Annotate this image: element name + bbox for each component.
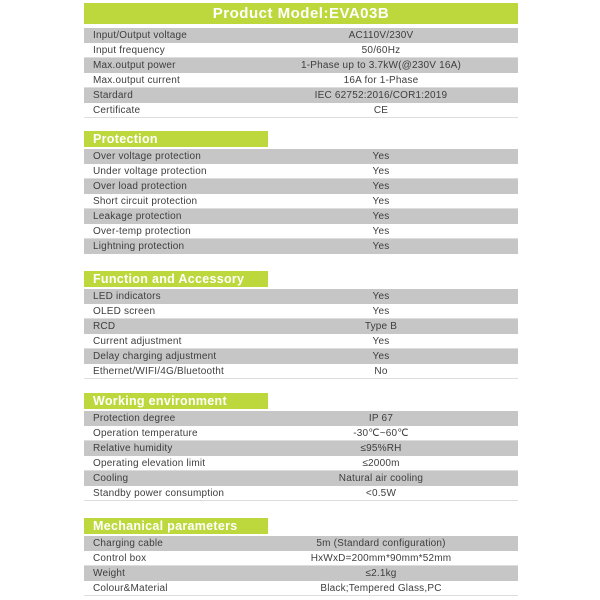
- spec-value: 16A for 1-Phase: [343, 74, 419, 86]
- spec-row: [84, 58, 518, 73]
- spec-row: [84, 426, 518, 441]
- spec-value: -30℃~60℃: [353, 427, 409, 439]
- spec-value: CE: [373, 104, 389, 116]
- section-rows: [84, 28, 518, 118]
- spec-value: Yes: [372, 241, 390, 252]
- spec-label: Leakage protection: [93, 211, 182, 222]
- spec-label: Protection degree: [93, 413, 176, 424]
- spec-row: [84, 179, 518, 194]
- spec-value: Yes: [372, 195, 390, 207]
- spec-value: ≤95%RH: [360, 443, 402, 454]
- spec-row: [84, 73, 518, 88]
- spec-row: [84, 349, 518, 364]
- spec-value: Yes: [372, 211, 390, 222]
- spec-value: No: [374, 365, 388, 377]
- spec-label: Input/Output voltage: [93, 30, 188, 41]
- spec-label: Operating elevation limit: [93, 457, 206, 469]
- spec-row: [84, 164, 518, 179]
- spec-label: Max.output power: [93, 60, 176, 71]
- spec-row: [84, 536, 518, 551]
- spec-sections: [84, 28, 518, 596]
- spec-row: [84, 103, 518, 118]
- spec-value: Yes: [372, 305, 390, 317]
- spec-row: [84, 411, 518, 426]
- spec-value: 50/60Hz: [361, 44, 401, 56]
- spec-value: 1-Phase up to 3.7kW(@230V 16A): [300, 60, 462, 71]
- spec-value: <0.5W: [365, 487, 397, 499]
- spec-value: Yes: [372, 291, 390, 302]
- spec-row: [84, 194, 518, 209]
- spec-row: [84, 224, 518, 239]
- spec-row: [84, 334, 518, 349]
- spec-row: [84, 304, 518, 319]
- section-rows: [84, 289, 518, 379]
- spec-row: [84, 486, 518, 501]
- spec-label: Charging cable: [93, 538, 164, 549]
- section-title: Working environment: [84, 393, 268, 409]
- section-title: Protection: [84, 131, 268, 147]
- section-title: Function and Accessory: [84, 271, 268, 287]
- spec-value: 5m (Standard configuration): [316, 538, 446, 549]
- spec-row: [84, 471, 518, 486]
- spec-value: Yes: [372, 225, 390, 237]
- spec-value: Yes: [372, 335, 390, 347]
- spec-value: Type B: [364, 321, 398, 332]
- spec-row: [84, 239, 518, 254]
- spec-row: [84, 581, 518, 596]
- spec-value: IEC 62752:2016/COR1:2019: [314, 90, 448, 101]
- spec-row: [84, 28, 518, 43]
- spec-label: Colour&Material: [93, 582, 168, 594]
- spec-row: [84, 364, 518, 379]
- spec-value: Yes: [372, 181, 390, 192]
- spec-label: Over load protection: [93, 181, 188, 192]
- spec-row: [84, 289, 518, 304]
- product-model-header: Product Model:EVA03B: [84, 3, 518, 24]
- spec-value: Yes: [372, 165, 390, 177]
- spec-label: Stardard: [93, 90, 133, 101]
- spec-value: Yes: [372, 151, 390, 162]
- spec-row: [84, 88, 518, 103]
- section-rows: [84, 411, 518, 501]
- spec-value: AC110V/230V: [348, 30, 414, 41]
- spec-label: Operation temperature: [93, 427, 198, 439]
- spec-label: Input frequency: [93, 44, 165, 56]
- spec-label: Relative humidity: [93, 443, 173, 454]
- spec-label: LED indicators: [93, 291, 161, 302]
- spec-row: [84, 441, 518, 456]
- spec-label: RCD: [93, 321, 116, 332]
- spec-section: [84, 28, 518, 118]
- spec-row: [84, 319, 518, 334]
- spec-row: [84, 209, 518, 224]
- spec-label: Certificate: [93, 104, 141, 116]
- spec-section: [84, 131, 518, 254]
- spec-label: Over-temp protection: [93, 225, 191, 237]
- spec-label: Short circuit protection: [93, 195, 198, 207]
- section-title: Mechanical parameters: [84, 518, 268, 534]
- spec-row: [84, 551, 518, 566]
- spec-value: Natural air cooling: [338, 473, 424, 484]
- spec-label: OLED screen: [93, 305, 156, 317]
- spec-label: Ethernet/WIFI/4G/Bluetootht: [93, 365, 225, 377]
- spec-label: Lightning protection: [93, 241, 185, 252]
- spec-label: Current adjustment: [93, 335, 182, 347]
- spec-label: Delay charging adjustment: [93, 351, 217, 362]
- section-rows: [84, 536, 518, 596]
- spec-section: [84, 393, 518, 501]
- spec-label: Weight: [93, 568, 126, 579]
- spec-label: Cooling: [93, 473, 129, 484]
- spec-value: ≤2.1kg: [365, 568, 397, 579]
- spec-table: [84, 3, 518, 596]
- spec-section: [84, 271, 518, 379]
- spec-label: Control box: [93, 552, 147, 564]
- spec-label: Standby power consumption: [93, 487, 225, 499]
- spec-value: Yes: [372, 351, 390, 362]
- spec-label: Over voltage protection: [93, 151, 201, 162]
- section-rows: [84, 149, 518, 254]
- spec-row: [84, 456, 518, 471]
- spec-value: HxWxD=200mm*90mm*52mm: [310, 552, 452, 564]
- spec-value: ≤2000m: [362, 457, 400, 469]
- spec-row: [84, 43, 518, 58]
- spec-label: Under voltage protection: [93, 165, 207, 177]
- spec-row: [84, 149, 518, 164]
- spec-section: [84, 518, 518, 596]
- spec-row: [84, 566, 518, 581]
- spec-value: IP 67: [368, 413, 394, 424]
- spec-label: Max.output current: [93, 74, 180, 86]
- spec-value: Black;Tempered Glass,PC: [320, 582, 442, 594]
